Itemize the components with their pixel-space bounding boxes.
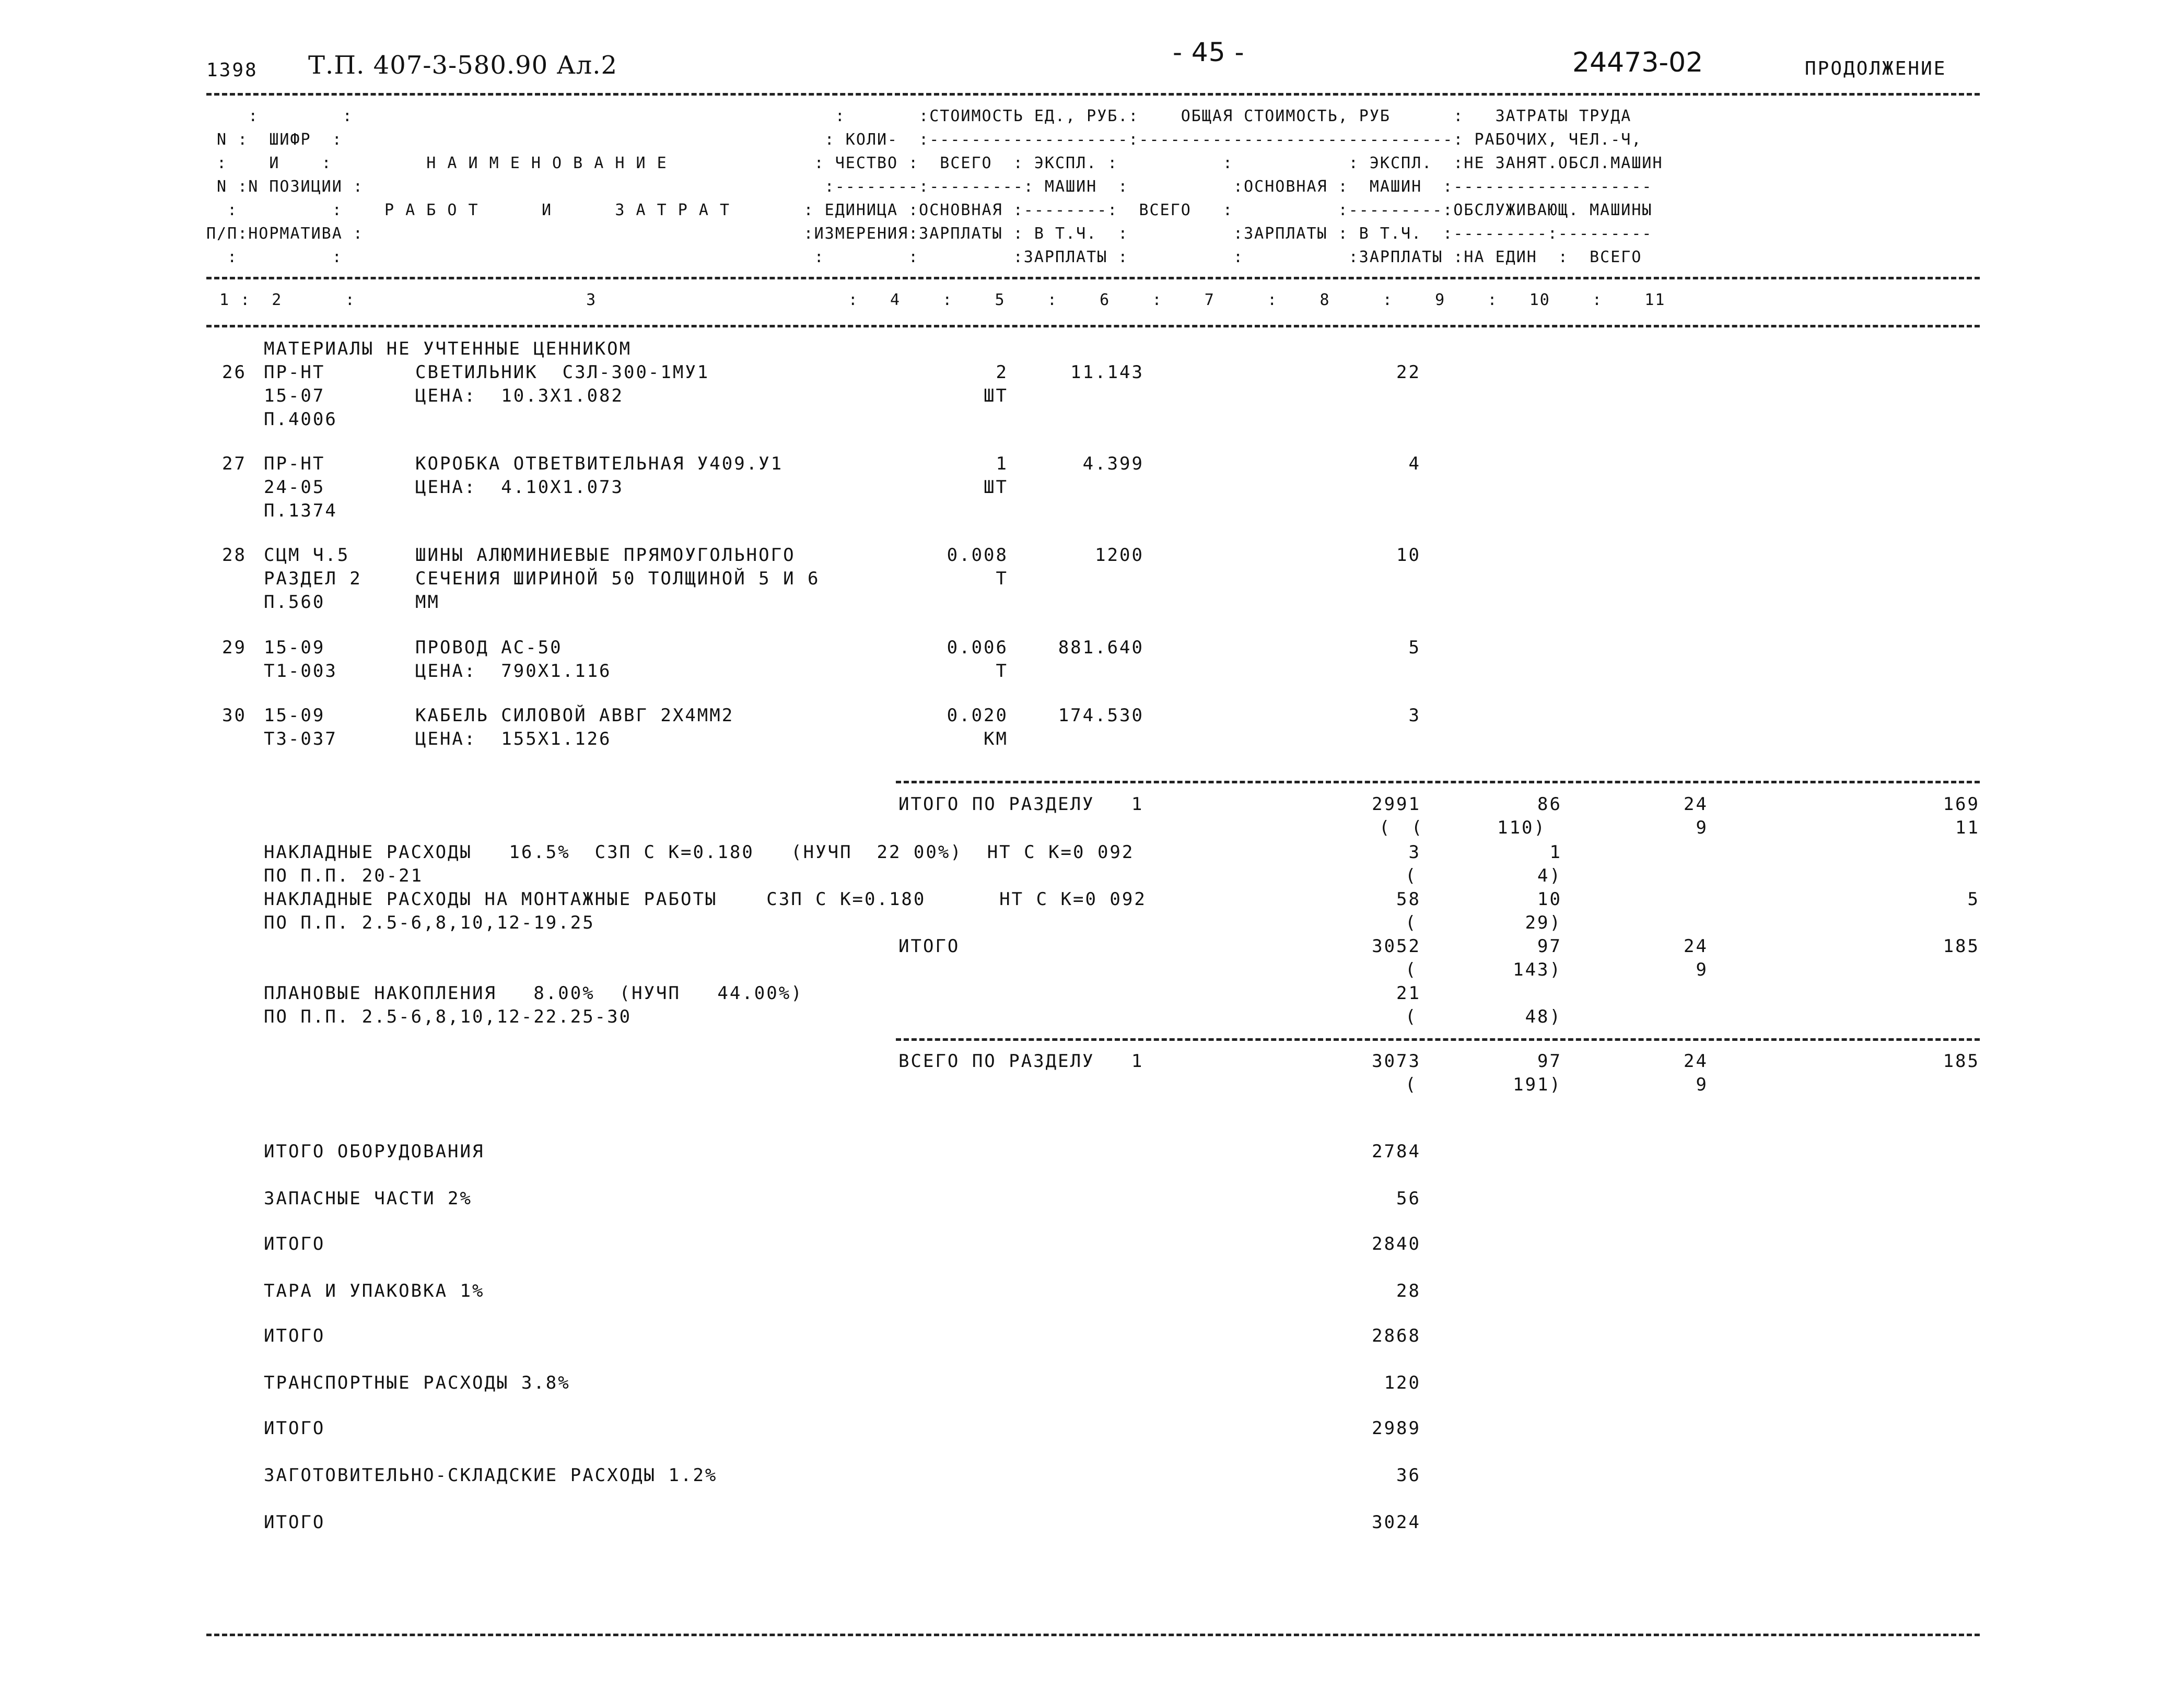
item-code: ПР-НТ (264, 362, 325, 383)
item-quantity: 0.006 (947, 637, 1008, 658)
item-number: 29 (222, 637, 247, 658)
total-col8-paren: ( 110) (1411, 817, 1546, 838)
overhead-col8-paren: 4) (1537, 865, 1562, 886)
total-value: 2868 (1372, 1325, 1421, 1346)
item-name: ЦЕНА: 790Х1.116 (415, 661, 612, 682)
overhead-ref: ПО П.П. 2.5-6,8,10,12-19.25 (264, 912, 595, 933)
subtotal-col9: 24 (1684, 936, 1708, 957)
subtotal-col8-paren: 143) (1513, 959, 1562, 980)
footer-divider (206, 1634, 1980, 1636)
item-code: СЦМ Ч.5 (264, 545, 350, 566)
item-code: П.4006 (264, 409, 337, 430)
item-name: ММ (415, 592, 440, 613)
item-code: П.560 (264, 592, 325, 613)
item-total: 3 (1408, 705, 1421, 726)
item-code: РАЗДЕЛ 2 (264, 568, 362, 589)
grand-col11: 185 (1943, 1051, 1980, 1072)
divider (896, 781, 1980, 783)
overhead-line: НАКЛАДНЫЕ РАСХОДЫ 16.5% СЗП С К=0.180 (НУЧП 22 00%) НТ С К=0 092 (264, 842, 1135, 863)
subtotal-col8: 97 (1537, 936, 1562, 957)
total-value: 36 (1396, 1465, 1421, 1486)
section-title: МАТЕРИАЛЫ НЕ УЧТЕННЫЕ ЦЕННИКОМ (264, 338, 632, 359)
item-unit: КМ (984, 729, 1008, 749)
overhead-col11: 5 (1967, 889, 1980, 910)
item-name: ЦЕНА: 10.3Х1.082 (415, 385, 624, 406)
subtotal-col7: 3052 (1372, 936, 1421, 957)
subtotal-label: ИТОГО (898, 936, 960, 957)
item-unit: Т (996, 661, 1008, 682)
overhead-col7: 3 (1408, 842, 1421, 863)
total-label: ЗАПАСНЫЕ ЧАСТИ 2% (264, 1188, 472, 1209)
overhead-col8: 1 (1549, 842, 1562, 863)
section-grand-total-label: ВСЕГО ПО РАЗДЕЛУ 1 (898, 1051, 1144, 1072)
total-label: ЗАГОТОВИТЕЛЬНО-СКЛАДСКИЕ РАСХОДЫ 1.2% (264, 1465, 718, 1486)
total-value: 28 (1396, 1281, 1421, 1301)
item-name: ЦЕНА: 4.10Х1.073 (415, 477, 624, 498)
total-col11-sub: 11 (1955, 817, 1980, 838)
overhead-ref: ПО П.П. 20-21 (264, 865, 424, 886)
item-name: СВЕТИЛЬНИК СЗЛ-300-1МУ1 (415, 362, 710, 383)
total-label: ИТОГО (264, 1512, 325, 1533)
planned-savings-ref: ПО П.П. 2.5-6,8,10,12-22.25-30 (264, 1006, 632, 1027)
total-label: ИТОГО (264, 1234, 325, 1254)
total-label: ИТОГО (264, 1325, 325, 1346)
overhead-col8-paren: 29) (1525, 912, 1562, 933)
item-price: 881.640 (1058, 637, 1144, 658)
subtotal-col7-paren: ( (1405, 959, 1418, 980)
total-value: 2784 (1372, 1141, 1421, 1162)
total-label: ТРАНСПОРТНЫЕ РАСХОДЫ 3.8% (264, 1372, 570, 1393)
item-code: 15-09 (264, 705, 325, 726)
overhead-col7-paren: ( (1405, 865, 1418, 886)
item-unit: ШТ (984, 385, 1008, 406)
total-value: 56 (1396, 1188, 1421, 1209)
item-code: Т1-003 (264, 661, 337, 682)
item-name: КАБЕЛЬ СИЛОВОЙ АВВГ 2Х4ММ2 (415, 705, 734, 726)
item-name: ШИНЫ АЛЮМИНИЕВЫЕ ПРЯМОУГОЛЬНОГО (415, 545, 796, 566)
planned-col7: 21 (1396, 983, 1421, 1004)
page-number: - 45 - (1173, 37, 1245, 67)
total-value: 2989 (1372, 1418, 1421, 1439)
item-total: 5 (1408, 637, 1421, 658)
divider (206, 277, 1980, 279)
item-price: 4.399 (1082, 453, 1144, 474)
item-number: 26 (222, 362, 247, 383)
item-quantity: 1 (996, 453, 1008, 474)
item-code: Т3-037 (264, 729, 337, 749)
planned-col7-paren: ( (1405, 1006, 1418, 1027)
grand-col7-paren: ( (1405, 1074, 1418, 1095)
item-total: 22 (1396, 362, 1421, 383)
document-code: 24473-02 (1572, 47, 1703, 78)
grand-col7: 3073 (1372, 1051, 1421, 1072)
total-col9-sub: 9 (1696, 817, 1708, 838)
column-numbers: 1 : 2 : 3 : 4 : 5 : 6 : 7 : 8 : 9 : 10 : 11 (219, 291, 1666, 309)
grand-col8: 97 (1537, 1051, 1562, 1072)
total-value: 3024 (1372, 1512, 1421, 1533)
item-total: 4 (1408, 453, 1421, 474)
overhead-col7: 58 (1396, 889, 1421, 910)
total-value: 2840 (1372, 1234, 1421, 1254)
item-price: 1200 (1095, 545, 1144, 566)
table-header-row: : : Р А Б О Т И З А Т Р А Т : ЕДИНИЦА :ОСНОВНАЯ :--------: ВСЕГО : :---------:ОБСЛУЖИВАЮЩ. МАШИНЫ (206, 201, 1653, 219)
total-col8: 86 (1537, 794, 1562, 815)
item-code: П.1374 (264, 500, 337, 521)
grand-col9-sub: 9 (1696, 1074, 1708, 1095)
subtotal-col9-sub: 9 (1696, 959, 1708, 980)
total-col7: 2991 (1372, 794, 1421, 815)
item-name: КОРОБКА ОТВЕТВИТЕЛЬНАЯ У409.У1 (415, 453, 784, 474)
continuation-label: ПРОДОЛЖЕНИЕ (1805, 58, 1947, 79)
item-name: ЦЕНА: 155Х1.126 (415, 729, 612, 749)
section-total-label: ИТОГО ПО РАЗДЕЛУ 1 (898, 794, 1144, 815)
grand-col8-paren: 191) (1513, 1074, 1562, 1095)
total-col11: 169 (1943, 794, 1980, 815)
item-number: 28 (222, 545, 247, 566)
item-number: 27 (222, 453, 247, 474)
item-price: 174.530 (1058, 705, 1144, 726)
subtotal-col11: 185 (1943, 936, 1980, 957)
total-label: ТАРА И УПАКОВКА 1% (264, 1281, 485, 1301)
project-reference: Т.П. 407-3-580.90 Ал.2 (308, 51, 618, 80)
planned-savings-line: ПЛАНОВЫЕ НАКОПЛЕНИЯ 8.00% (НУЧП 44.00%) (264, 983, 803, 1004)
total-col7-paren: ( (1379, 817, 1392, 838)
item-quantity: 0.008 (947, 545, 1008, 566)
overhead-line: НАКЛАДНЫЕ РАСХОДЫ НА МОНТАЖНЫЕ РАБОТЫ СЗП С К=0.180 НТ С К=0 092 (264, 889, 1147, 910)
overhead-col7-paren: ( (1405, 912, 1418, 933)
item-number: 30 (222, 705, 247, 726)
item-name: СЕЧЕНИЯ ШИРИНОЙ 50 ТОЛЩИНОЙ 5 И 6 (415, 568, 820, 589)
item-code: 24-05 (264, 477, 325, 498)
total-value: 120 (1384, 1372, 1421, 1393)
item-unit: Т (996, 568, 1008, 589)
item-name: ПРОВОД АС-50 (415, 637, 563, 658)
total-label: ИТОГО (264, 1418, 325, 1439)
grand-col9: 24 (1684, 1051, 1708, 1072)
table-header-row: : : : : :ЗАРПЛАТЫ : : :ЗАРПЛАТЫ :НА ЕДИН : ВСЕГО (206, 248, 1642, 266)
table-header-row: : : : :СТОИМОСТЬ ЕД., РУБ.: ОБЩАЯ СТОИМОСТЬ, РУБ : ЗАТРАТЫ ТРУДА (206, 107, 1632, 125)
item-code: 15-07 (264, 385, 325, 406)
table-header-row: N :N ПОЗИЦИИ : :--------:---------: МАШИН : :ОСНОВНАЯ : МАШИН :------------------- (206, 178, 1653, 196)
table-header-row: N : ШИФР : : КОЛИ- :-------------------:------------------------------: РАБОЧИХ, ЧЕЛ.-Ч, (206, 131, 1642, 149)
divider (896, 1038, 1980, 1041)
item-code: ПР-НТ (264, 453, 325, 474)
item-total: 10 (1396, 545, 1421, 566)
sheet-number: 1398 (206, 60, 258, 81)
overhead-col8: 10 (1537, 889, 1562, 910)
table-header-row: : И : Н А И М Е Н О В А Н И Е : ЧЕСТВО : ВСЕГО : ЭКСПЛ. : : : ЭКСПЛ. :НЕ ЗАНЯТ.ОБСЛ.МАШИН (206, 154, 1663, 172)
item-quantity: 0.020 (947, 705, 1008, 726)
item-quantity: 2 (996, 362, 1008, 383)
divider (206, 93, 1980, 96)
total-label: ИТОГО ОБОРУДОВАНИЯ (264, 1141, 485, 1162)
item-price: 11.143 (1070, 362, 1144, 383)
planned-col8-paren: 48) (1525, 1006, 1562, 1027)
divider (206, 325, 1980, 327)
table-header-row: П/П:НОРМАТИВА : :ИЗМЕРЕНИЯ:ЗАРПЛАТЫ : В Т.Ч. : :ЗАРПЛАТЫ : В Т.Ч. :---------:--------- (206, 225, 1653, 243)
item-unit: ШТ (984, 477, 1008, 498)
total-col9: 24 (1684, 794, 1708, 815)
item-code: 15-09 (264, 637, 325, 658)
